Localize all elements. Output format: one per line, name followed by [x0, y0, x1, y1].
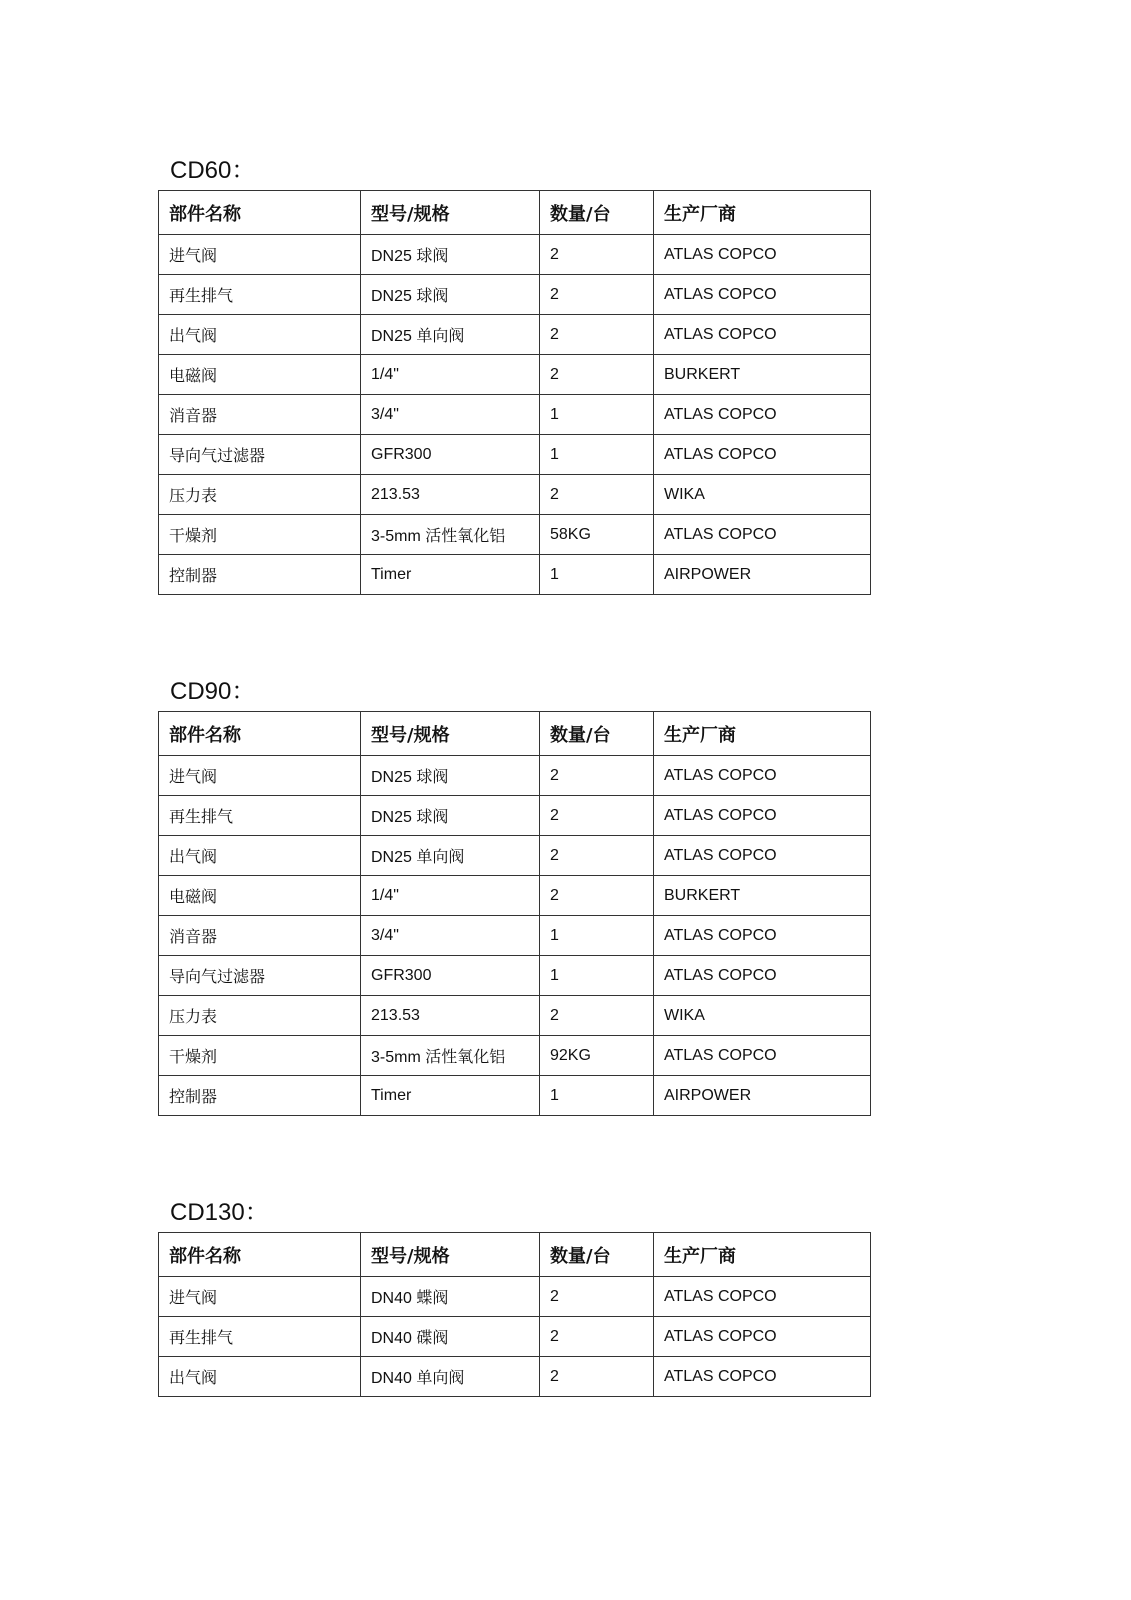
table-row [159, 876, 871, 916]
part-name-cell: 导向气过滤器 [159, 956, 361, 996]
section-title: CD130： [170, 1199, 269, 1226]
quantity-cell: 2 [540, 1277, 654, 1317]
manufacturer-cell: ATLAS COPCO [654, 836, 871, 876]
part-name-cell: 消音器 [159, 395, 361, 435]
manufacturer-cell: ATLAS COPCO [654, 1036, 871, 1076]
table-row [159, 435, 871, 475]
model-spec-cell: DN25 球阀 [361, 275, 540, 315]
column-header: 生产厂商 [654, 712, 871, 756]
table-row [159, 796, 871, 836]
manufacturer-cell: ATLAS COPCO [654, 956, 871, 996]
part-name-cell: 出气阀 [159, 836, 361, 876]
table-row [159, 916, 871, 956]
part-name-cell: 控制器 [159, 1076, 361, 1116]
part-name-cell: 干燥剂 [159, 1036, 361, 1076]
model-spec-cell: Timer [361, 555, 540, 595]
model-spec-cell: DN40 单向阀 [361, 1357, 540, 1397]
quantity-cell: 2 [540, 275, 654, 315]
quantity-cell: 2 [540, 996, 654, 1036]
model-spec-cell: GFR300 [361, 435, 540, 475]
part-name-cell: 电磁阀 [159, 355, 361, 395]
model-spec-cell: DN40 蝶阀 [361, 1277, 540, 1317]
manufacturer-cell: ATLAS COPCO [654, 916, 871, 956]
section-title: CD90： [170, 678, 256, 705]
model-spec-cell: DN25 单向阀 [361, 315, 540, 355]
model-spec-cell: DN25 单向阀 [361, 836, 540, 876]
column-header: 部件名称 [159, 712, 361, 756]
table-row [159, 996, 871, 1036]
part-name-cell: 进气阀 [159, 756, 361, 796]
table-row [159, 515, 871, 555]
quantity-cell: 1 [540, 435, 654, 475]
part-name-cell: 电磁阀 [159, 876, 361, 916]
quantity-cell: 1 [540, 1076, 654, 1116]
table-row [159, 275, 871, 315]
quantity-cell: 2 [540, 756, 654, 796]
section-title: CD60： [170, 157, 256, 184]
manufacturer-cell: BURKERT [654, 355, 871, 395]
manufacturer-cell: ATLAS COPCO [654, 1357, 871, 1397]
model-spec-cell: 213.53 [361, 475, 540, 515]
model-spec-cell: 1/4" [361, 876, 540, 916]
model-spec-cell: 213.53 [361, 996, 540, 1036]
model-spec-cell: 3/4" [361, 395, 540, 435]
part-name-cell: 再生排气 [159, 1317, 361, 1357]
part-name-cell: 压力表 [159, 475, 361, 515]
quantity-cell: 1 [540, 916, 654, 956]
column-header: 生产厂商 [654, 191, 871, 235]
part-name-cell: 导向气过滤器 [159, 435, 361, 475]
model-spec-cell: DN25 球阀 [361, 756, 540, 796]
quantity-cell: 2 [540, 836, 654, 876]
parts-table [158, 711, 871, 1116]
quantity-cell: 2 [540, 355, 654, 395]
model-spec-cell: GFR300 [361, 956, 540, 996]
part-name-cell: 再生排气 [159, 275, 361, 315]
model-spec-cell: 3-5mm 活性氧化铝 [361, 1036, 540, 1076]
table-row [159, 1317, 871, 1357]
manufacturer-cell: ATLAS COPCO [654, 1277, 871, 1317]
table-header-row [159, 712, 871, 756]
column-header: 部件名称 [159, 191, 361, 235]
model-spec-cell: DN40 碟阀 [361, 1317, 540, 1357]
part-name-cell: 压力表 [159, 996, 361, 1036]
manufacturer-cell: ATLAS COPCO [654, 515, 871, 555]
manufacturer-cell: ATLAS COPCO [654, 435, 871, 475]
part-name-cell: 控制器 [159, 555, 361, 595]
table-row [159, 836, 871, 876]
model-spec-cell: 1/4" [361, 355, 540, 395]
quantity-cell: 2 [540, 1357, 654, 1397]
part-name-cell: 出气阀 [159, 315, 361, 355]
manufacturer-cell: AIRPOWER [654, 555, 871, 595]
quantity-cell: 58KG [540, 515, 654, 555]
manufacturer-cell: ATLAS COPCO [654, 796, 871, 836]
table-header-row [159, 1233, 871, 1277]
table-row [159, 555, 871, 595]
table-row [159, 475, 871, 515]
part-name-cell: 干燥剂 [159, 515, 361, 555]
column-header: 型号/规格 [361, 712, 540, 756]
quantity-cell: 2 [540, 796, 654, 836]
manufacturer-cell: ATLAS COPCO [654, 235, 871, 275]
table-row [159, 235, 871, 275]
model-spec-cell: 3-5mm 活性氧化铝 [361, 515, 540, 555]
part-name-cell: 进气阀 [159, 235, 361, 275]
quantity-cell: 92KG [540, 1036, 654, 1076]
quantity-cell: 2 [540, 475, 654, 515]
manufacturer-cell: ATLAS COPCO [654, 1317, 871, 1357]
part-name-cell: 再生排气 [159, 796, 361, 836]
model-spec-cell: DN25 球阀 [361, 796, 540, 836]
table-header-row [159, 191, 871, 235]
manufacturer-cell: ATLAS COPCO [654, 395, 871, 435]
column-header: 部件名称 [159, 1233, 361, 1277]
quantity-cell: 1 [540, 395, 654, 435]
manufacturer-cell: AIRPOWER [654, 1076, 871, 1116]
model-spec-cell: 3/4" [361, 916, 540, 956]
column-header: 生产厂商 [654, 1233, 871, 1277]
manufacturer-cell: WIKA [654, 996, 871, 1036]
column-header: 型号/规格 [361, 191, 540, 235]
parts-table [158, 190, 871, 595]
column-header: 数量/台 [540, 191, 654, 235]
quantity-cell: 2 [540, 235, 654, 275]
manufacturer-cell: ATLAS COPCO [654, 275, 871, 315]
model-spec-cell: DN25 球阀 [361, 235, 540, 275]
table-row [159, 1036, 871, 1076]
manufacturer-cell: ATLAS COPCO [654, 315, 871, 355]
table-row [159, 756, 871, 796]
quantity-cell: 2 [540, 1317, 654, 1357]
table-row [159, 355, 871, 395]
parts-table [158, 1232, 871, 1397]
column-header: 型号/规格 [361, 1233, 540, 1277]
part-name-cell: 消音器 [159, 916, 361, 956]
manufacturer-cell: BURKERT [654, 876, 871, 916]
table-row [159, 395, 871, 435]
quantity-cell: 2 [540, 315, 654, 355]
table-row [159, 1076, 871, 1116]
column-header: 数量/台 [540, 712, 654, 756]
column-header: 数量/台 [540, 1233, 654, 1277]
part-name-cell: 进气阀 [159, 1277, 361, 1317]
quantity-cell: 2 [540, 876, 654, 916]
model-spec-cell: Timer [361, 1076, 540, 1116]
part-name-cell: 出气阀 [159, 1357, 361, 1397]
manufacturer-cell: ATLAS COPCO [654, 756, 871, 796]
quantity-cell: 1 [540, 555, 654, 595]
table-row [159, 1357, 871, 1397]
table-row [159, 315, 871, 355]
table-row [159, 1277, 871, 1317]
manufacturer-cell: WIKA [654, 475, 871, 515]
table-row [159, 956, 871, 996]
quantity-cell: 1 [540, 956, 654, 996]
